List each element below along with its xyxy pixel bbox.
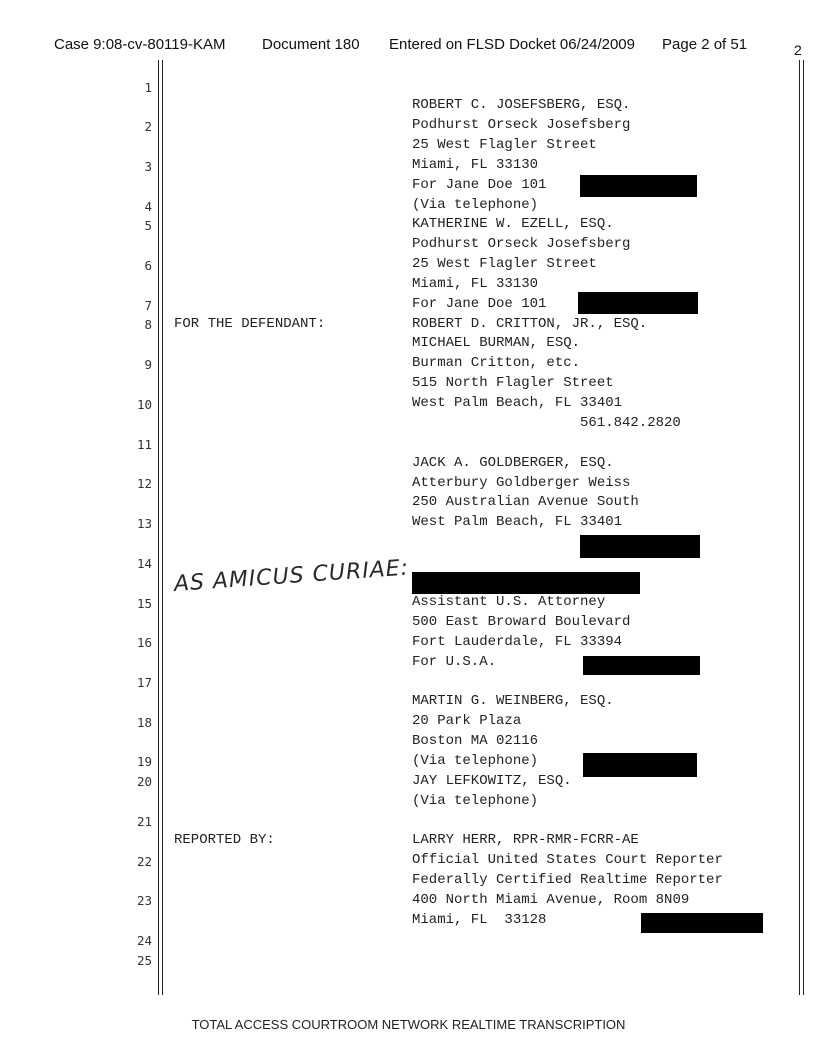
- line-number: 18: [136, 715, 152, 730]
- redaction-box: [583, 656, 700, 675]
- line-number: 15: [136, 596, 152, 611]
- address-line: Miami, FL 33130: [412, 157, 539, 173]
- address-line: 515 North Flagler Street: [412, 375, 614, 391]
- attorney-name: ROBERT D. CRITTON, JR., ESQ.: [412, 316, 648, 332]
- redaction-box: [641, 913, 763, 933]
- page-footer: TOTAL ACCESS COURTROOM NETWORK REALTIME TRANSCRIPTION: [191, 1017, 626, 1032]
- redaction-box: [580, 535, 700, 558]
- right-margin-rule-inner: [803, 60, 804, 995]
- line-number: 14: [136, 556, 152, 571]
- case-number: Case 9:08-cv-80119-KAM: [54, 36, 226, 53]
- left-margin-rule-inner: [162, 60, 163, 995]
- firm-name: Burman Critton, etc.: [412, 355, 581, 371]
- firm-name: Podhurst Orseck Josefsberg: [412, 117, 631, 133]
- line-number: 3: [144, 159, 152, 174]
- amicus-handwritten-label: AS AMICUS CURIAE:: [173, 555, 410, 597]
- redaction-box: [578, 292, 698, 314]
- client-line: For Jane Doe 101: [412, 177, 547, 193]
- line-number: 9: [144, 357, 152, 372]
- line-number: 1: [144, 80, 152, 95]
- address-line: 25 West Flagler Street: [412, 137, 597, 153]
- firm-name: Atterbury Goldberger Weiss: [412, 475, 631, 491]
- address-line: 25 West Flagler Street: [412, 256, 597, 272]
- line-number: 5: [144, 218, 152, 233]
- docket-entry: Entered on FLSD Docket 06/24/2009: [389, 36, 635, 53]
- document-number: Document 180: [262, 36, 360, 53]
- line-number: 22: [136, 854, 152, 869]
- line-number: 12: [136, 476, 152, 491]
- client-line: For Jane Doe 101: [412, 296, 547, 312]
- page-count: Page 2 of 51: [662, 36, 748, 53]
- address-line: 250 Australian Avenue South: [412, 494, 639, 510]
- attorney-name: KATHERINE W. EZELL, ESQ.: [412, 216, 614, 232]
- redaction-box: [412, 572, 640, 594]
- reported-by-label: REPORTED BY:: [174, 832, 275, 848]
- left-margin-rule: [158, 60, 159, 995]
- line-number: 20: [136, 774, 152, 789]
- attorney-name: ROBERT C. JOSEFSBERG, ESQ.: [412, 97, 631, 113]
- defendant-label: FOR THE DEFENDANT:: [174, 316, 326, 332]
- right-margin-rule: [799, 60, 800, 995]
- reporter-name: LARRY HERR, RPR-RMR-FCRR-AE: [412, 832, 639, 848]
- attorney-name: MARTIN G. WEINBERG, ESQ.: [412, 693, 614, 709]
- line-number: 4: [144, 199, 152, 214]
- line-number: 7: [144, 298, 152, 313]
- address-line: 500 East Broward Boulevard: [412, 614, 631, 630]
- attorney-name: MICHAEL BURMAN, ESQ.: [412, 335, 581, 351]
- redaction-box: [583, 753, 697, 777]
- address-line: Miami, FL 33128: [412, 912, 547, 928]
- attendance-note: (Via telephone): [412, 753, 539, 769]
- address-line: 400 North Miami Avenue, Room 8N09: [412, 892, 690, 908]
- address-line: Boston MA 02116: [412, 733, 539, 749]
- line-number: 23: [136, 893, 152, 908]
- line-number: 6: [144, 258, 152, 273]
- attorney-name: JAY LEFKOWITZ, ESQ.: [412, 773, 572, 789]
- client-line: For U.S.A.: [412, 654, 497, 670]
- attorney-name: JACK A. GOLDBERGER, ESQ.: [412, 455, 614, 471]
- attendance-note: (Via telephone): [412, 793, 539, 809]
- line-number: 21: [136, 814, 152, 829]
- line-number: 8: [144, 317, 152, 332]
- line-number: 25: [136, 953, 152, 968]
- address-line: West Palm Beach, FL 33401: [412, 514, 623, 530]
- phone-number: 561.842.2820: [580, 415, 681, 431]
- address-line: 20 Park Plaza: [412, 713, 522, 729]
- line-number: 11: [136, 437, 152, 452]
- reporter-title: Federally Certified Realtime Reporter: [412, 872, 723, 888]
- line-number: 24: [136, 933, 152, 948]
- line-number: 17: [136, 675, 152, 690]
- reporter-title: Official United States Court Reporter: [412, 852, 723, 868]
- attorney-title: Assistant U.S. Attorney: [412, 594, 606, 610]
- line-number: 2: [144, 119, 152, 134]
- redaction-box: [580, 175, 697, 197]
- line-number: 10: [136, 397, 152, 412]
- line-number: 13: [136, 516, 152, 531]
- line-number: 19: [136, 754, 152, 769]
- transcript-page-number: 2: [794, 42, 802, 58]
- address-line: West Palm Beach, FL 33401: [412, 395, 623, 411]
- firm-name: Podhurst Orseck Josefsberg: [412, 236, 631, 252]
- address-line: Fort Lauderdale, FL 33394: [412, 634, 623, 650]
- line-number: 16: [136, 635, 152, 650]
- attendance-note: (Via telephone): [412, 197, 539, 213]
- address-line: Miami, FL 33130: [412, 276, 539, 292]
